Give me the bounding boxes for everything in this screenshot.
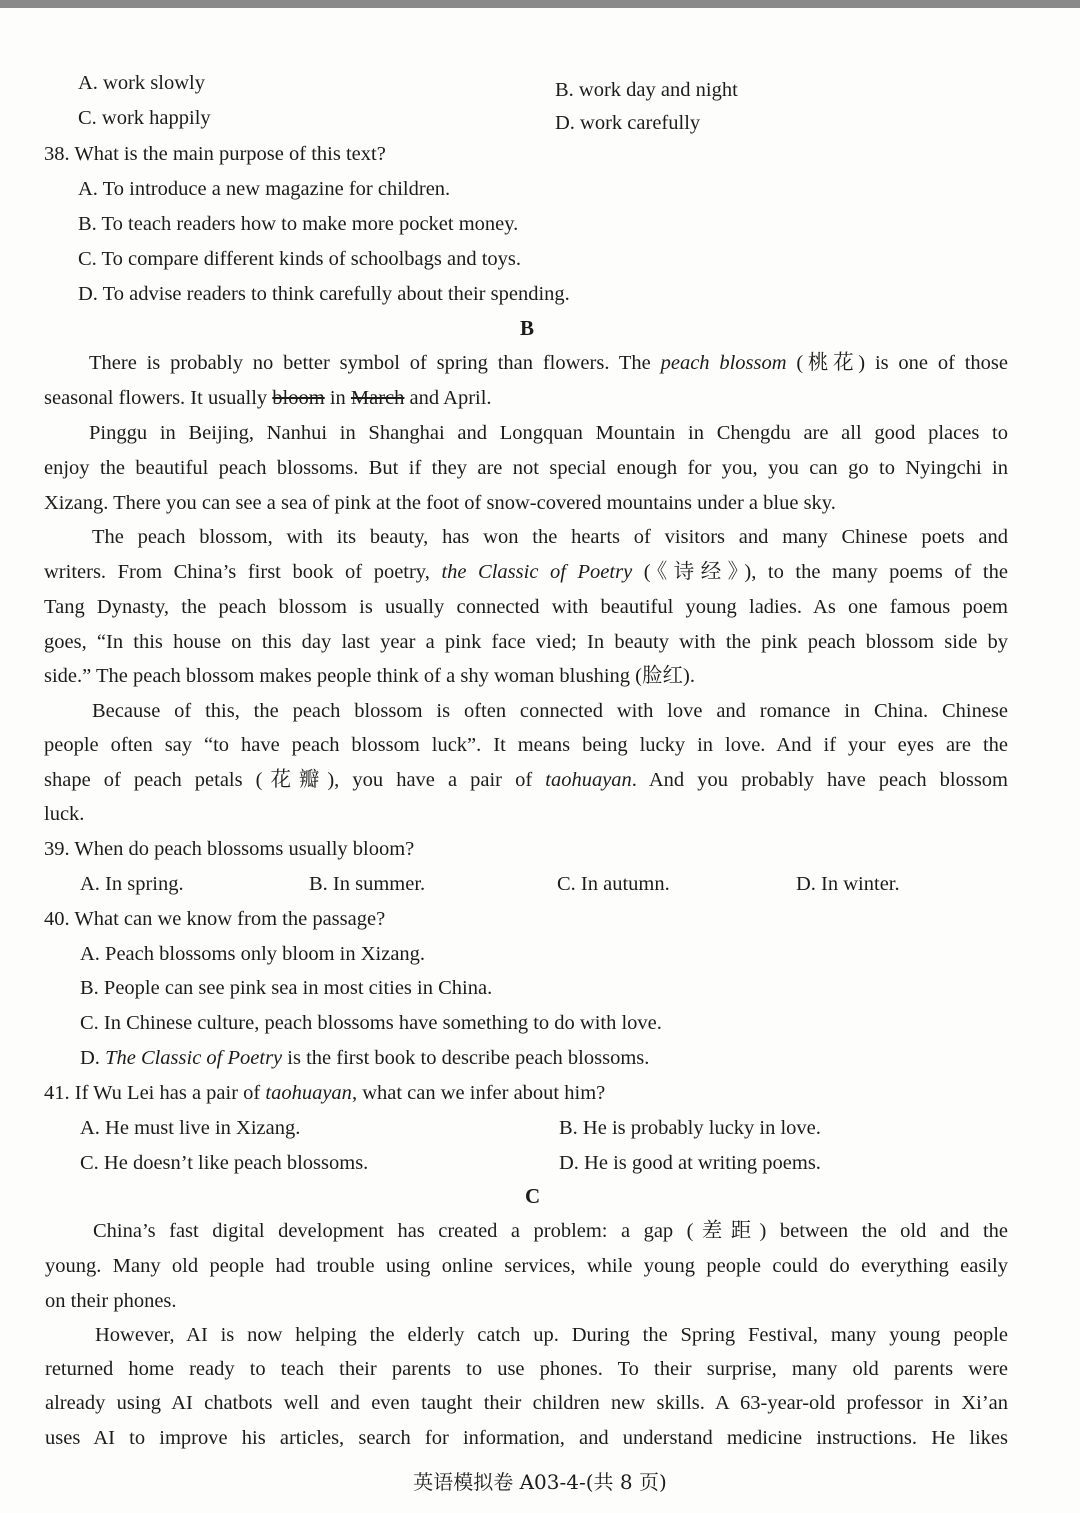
- q38-option-d: D. To advise readers to think carefully about their spending.: [78, 283, 570, 305]
- prev-option-b: B. work day and night: [555, 79, 738, 101]
- q40-option-d: D. The Classic of Poetry is the first book to describe peach blossoms.: [80, 1047, 650, 1069]
- section-c-heading: C: [525, 1184, 541, 1208]
- page-footer: 英语模拟卷 A03-4-(共 8 页): [413, 1470, 667, 1494]
- q38-option-b: B. To teach readers how to make more pocket money.: [78, 213, 519, 235]
- section-b-p1-line2: seasonal flowers. It usually bloom in March and April.: [44, 387, 492, 409]
- section-c-p2-line2: returned home ready to teach their parents to use phones. To their surprise, many old parents were: [45, 1358, 1008, 1380]
- q39-option-a: A. In spring.: [80, 873, 184, 895]
- section-b-p4-line4: luck.: [44, 803, 85, 825]
- q38-option-a: A. To introduce a new magazine for children.: [78, 178, 451, 200]
- section-b-p2-line3: Xizang. There you can see a sea of pink at the foot of snow-covered mountains under a blue sky.: [44, 492, 836, 514]
- q40-stem: 40. What can we know from the passage?: [44, 908, 386, 930]
- taohuayan-term: taohuayan: [545, 769, 632, 791]
- section-b-heading: B: [520, 316, 535, 340]
- q41-option-a: A. He must live in Xizang.: [80, 1117, 301, 1139]
- q41-option-d: D. He is good at writing poems.: [559, 1152, 821, 1174]
- q39-stem: 39. When do peach blossoms usually bloom?: [44, 838, 415, 860]
- section-c-p1-line2: young. Many old people had trouble using online services, while young people could do everything easily: [45, 1255, 1008, 1277]
- section-b-p2-line2: enjoy the beautiful peach blossoms. But if they are not special enough for you, you can go to Nyingchi in: [44, 457, 1008, 479]
- section-b-p4-line3: shape of peach petals (花瓣), you have a pair of taohuayan. And you probably have peach blossom: [44, 769, 1009, 791]
- section-b-p3-line1: The peach blossom, with its beauty, has won the hearts of visitors and many Chinese poets and: [92, 526, 1008, 548]
- scan-top-edge: [0, 0, 1080, 8]
- section-c-p2-line1: However, AI is now helping the elderly catch up. During the Spring Festival, many young people: [95, 1324, 1008, 1346]
- section-b-p3-line2: writers. From China’s first book of poetry, the Classic of Poetry (《诗经》), to the many poems of the: [44, 561, 1008, 583]
- section-b-p3-line3: Tang Dynasty, the peach blossom is usually connected with beautiful young ladies. As one famous poem: [44, 596, 1008, 618]
- section-c-p2-line3: already using AI chatbots well and even taught their children new skills. A 63-year-old professor in Xi’an: [45, 1392, 1008, 1414]
- q41-stem: 41. If Wu Lei has a pair of taohuayan, what can we infer about him?: [44, 1082, 606, 1104]
- section-b-p3-line5: side.” The peach blossom makes people think of a shy woman blushing (脸红).: [44, 665, 695, 687]
- section-c-p1-line1: China’s fast digital development has created a problem: a gap (差距) between the old and the: [93, 1220, 1008, 1242]
- section-c-p2-line4: uses AI to improve his articles, search for information, and understand medicine instructions. He likes: [45, 1427, 1008, 1449]
- peach-blossom-term: peach blossom: [660, 352, 787, 374]
- prev-option-a: A. work slowly: [78, 72, 205, 94]
- section-b-p2-line1: Pinggu in Beijing, Nanhui in Shanghai and Longquan Mountain in Chengdu are all good places to: [89, 422, 1008, 444]
- q40-option-a: A. Peach blossoms only bloom in Xizang.: [80, 943, 426, 965]
- section-b-p4-line1: Because of this, the peach blossom is often connected with love and romance in China. Chinese: [92, 700, 1008, 722]
- q41-option-b: B. He is probably lucky in love.: [559, 1117, 821, 1139]
- q38-stem: 38. What is the main purpose of this text?: [44, 143, 386, 165]
- section-c-p1-line3: on their phones.: [45, 1290, 177, 1312]
- q38-option-c: C. To compare different kinds of schoolbags and toys.: [78, 248, 522, 270]
- q39-option-d: D. In winter.: [796, 873, 900, 895]
- section-b-p3-line4: goes, “In this house on this day last year a pink face vied; In beauty with the pink peach blossom side by: [44, 631, 1008, 653]
- section-b-p1-line1: There is probably no better symbol of spring than flowers. The peach blossom (桃花) is one of those: [89, 352, 1009, 374]
- q39-option-b: B. In summer.: [309, 873, 426, 895]
- prev-option-c: C. work happily: [78, 107, 211, 129]
- q40-option-c: C. In Chinese culture, peach blossoms have something to do with love.: [80, 1012, 662, 1034]
- q41-option-c: C. He doesn’t like peach blossoms.: [80, 1152, 369, 1174]
- section-b-p4-line2: people often say “to have peach blossom luck”. It means being lucky in love. And if your eyes are the: [44, 734, 1008, 756]
- q39-option-c: C. In autumn.: [557, 873, 670, 895]
- prev-option-d: D. work carefully: [555, 112, 701, 134]
- classic-of-poetry-title: the Classic of Poetry: [441, 561, 633, 583]
- q40-option-b: B. People can see pink sea in most cities in China.: [80, 977, 493, 999]
